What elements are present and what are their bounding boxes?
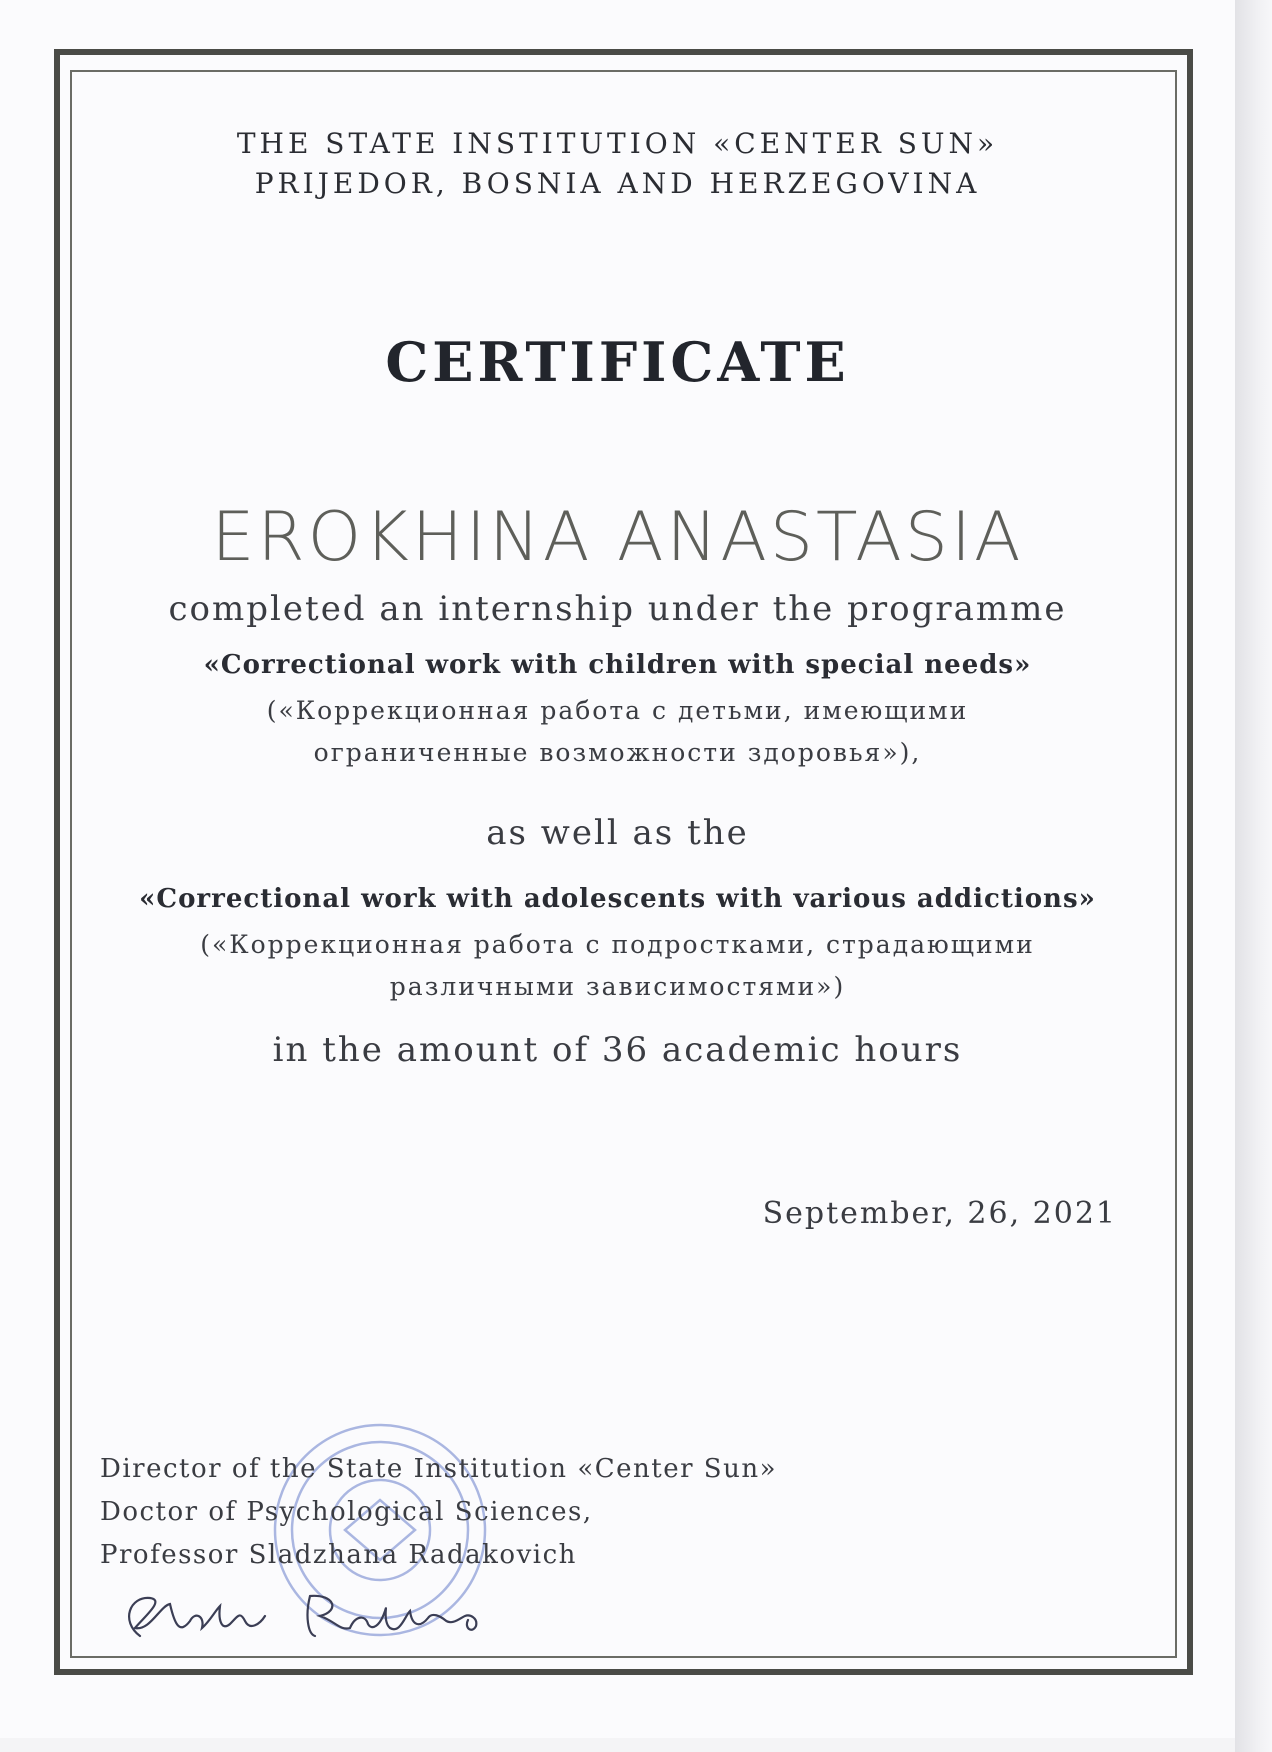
programme1-russian-line1: («Коррекционная работа с детьми, имеющими (266, 696, 969, 725)
programme1-title: «Correctional work with children with special needs» (203, 650, 1032, 680)
signatory-degree: Doctor of Psychological Sciences, (100, 1497, 593, 1527)
programme2-russian-line1: («Коррекционная работа с подростками, страдающими (200, 930, 1035, 959)
institution-location: PRIJEDOR, BOSNIA AND HERZEGOVINA (254, 167, 981, 200)
programme1-russian (0, 690, 1235, 774)
institution-name: THE STATE INSTITUTION «CENTER SUN» (236, 127, 999, 160)
signatory-name: Professor Sladzhana Radakovich (100, 1540, 577, 1570)
connector-text: as well as the (486, 813, 749, 853)
scan-edge-shadow (1235, 0, 1272, 1752)
handwritten-signature (110, 1576, 530, 1656)
issue-date: September, 26, 2021 (762, 1196, 1117, 1231)
programme2-russian-line2: различными зависимостями») (389, 972, 846, 1001)
institution-header (0, 124, 1235, 204)
signatory-position: Director of the State Institution «Center Sun» (100, 1454, 777, 1484)
programme1-russian-line2: ограниченные возможности здоровья»), (313, 738, 922, 767)
signatory-block (100, 1448, 777, 1577)
programme2-title: «Correctional work with adolescents with various addictions» (139, 884, 1096, 914)
inner-border-frame (70, 70, 1177, 1658)
intro-text: completed an internship under the programme (168, 589, 1067, 629)
recipient-name: EROKHINA ANASTASIA (211, 498, 1024, 577)
programme2-russian (0, 924, 1235, 1008)
hours-text: in the amount of 36 academic hours (272, 1030, 963, 1070)
certificate-title: CERTIFICATE (385, 330, 850, 394)
